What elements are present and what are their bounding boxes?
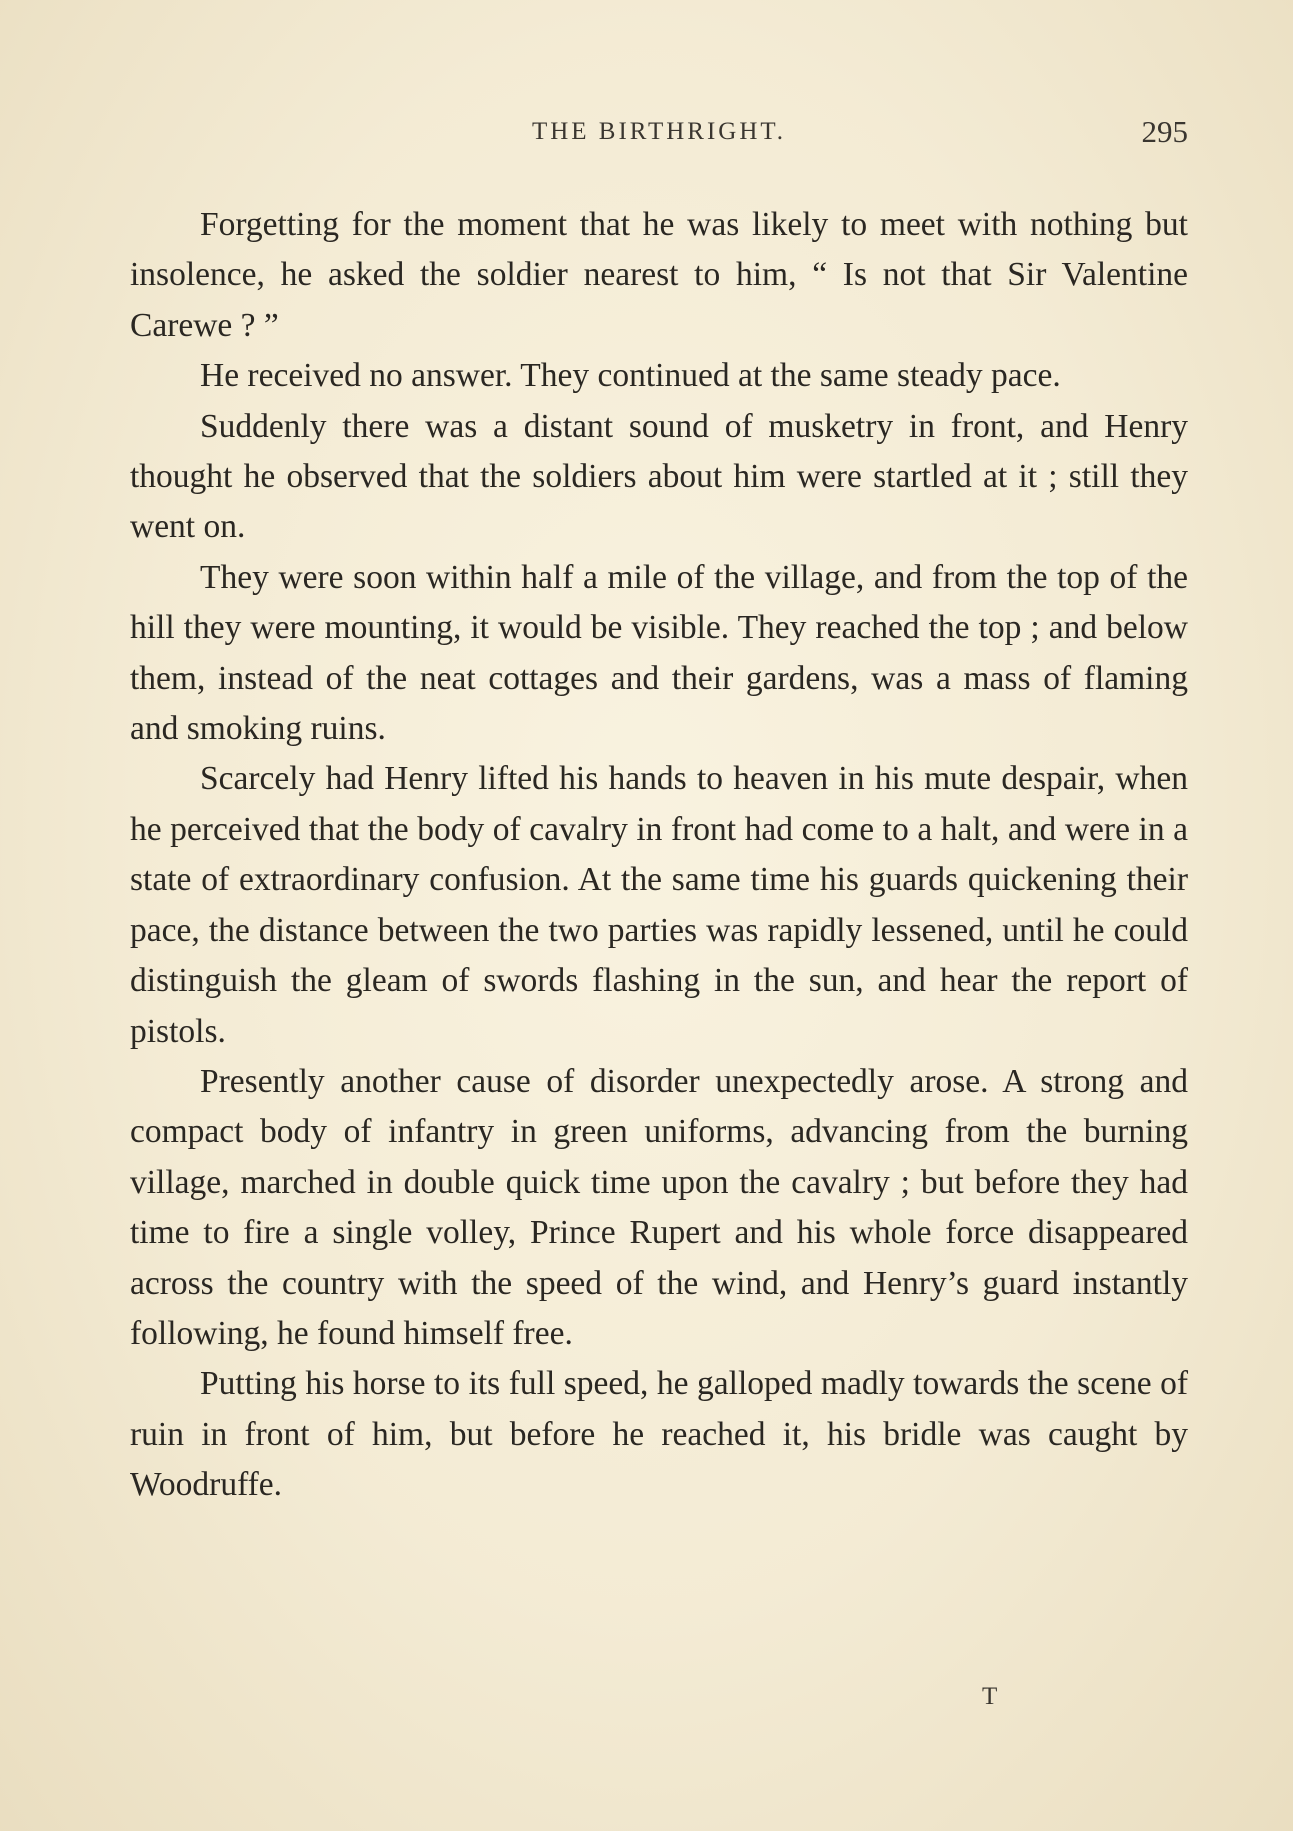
body-text [130,200,1188,1511]
running-title: THE BIRTHRIGHT. [531,118,787,145]
running-head [130,114,1188,158]
paragraph: Forgetting for the moment that he was likely to meet with nothing but insolence, he asked the soldier nearest to him, “ Is not that Sir Valentine Carewe ? ” [130,206,1188,344]
paragraph: They were soon within half a mile of the village, and from the top of the hill they were mounting, it would be visible. They reached the top ; and below them, instead of the neat cottages and their gardens, was a mass of flaming and smoking ruins. [130,558,1188,748]
paragraph: Presently another cause of disorder unexpectedly arose. A strong and compact body of infantry in green uniforms, advancing from the burning village, marched in double quick time upon the cavalry ; but before they had time to fire a single volley, Prince Rupert and his whole force disappeared across the country with the speed of the wind, and Henry’s guard instantly following, he found himself free. [130,1062,1188,1352]
paragraph: Scarcely had Henry lifted his hands to heaven in his mute despair, when he perceived that the body of cavalry in front had come to a halt, and were in a state of extraordinary confusion. At the same time his guards quickening their pace, the distance between the two parties was rapidly lessened, until he could distinguish the gleam of swords flashing in the sun, and hear the report of pistols. [130,760,1188,1050]
paragraph: He received no answer. They continued at the same steady pace. [200,357,1061,395]
paragraph: Putting his horse to its full speed, he galloped madly towards the scene of ruin in front of him, but before he reached it, his bridle was caught by Woodruffe. [130,1365,1188,1504]
signature-mark: T [982,1683,998,1710]
paragraph: Suddenly there was a distant sound of musketry in front, and Henry thought he observed that the soldiers about him were startled at it ; still they went on. [130,407,1188,546]
page-number: 295 [1141,114,1188,149]
